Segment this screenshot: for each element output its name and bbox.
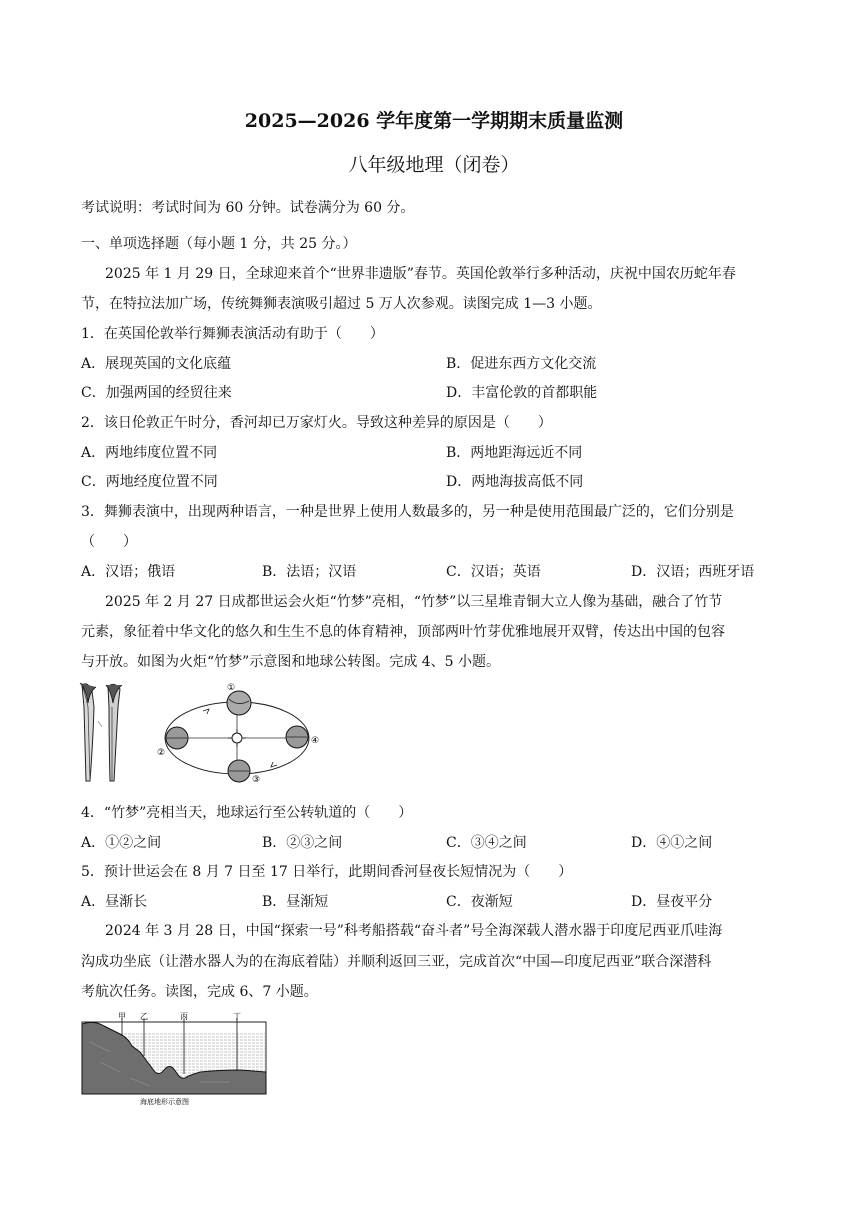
question-3-stem: 3．舞狮表演中，出现两种语言，一种是世界上使用人数最多的，另一种是使用范围最广泛的，它们分别是 xyxy=(81,504,734,520)
question-4-option-b: B．②③之间 xyxy=(262,835,343,851)
question-1-option-c: C．加强两国的经贸往来 xyxy=(81,385,232,401)
question-1-option-d: D．丰富伦敦的首都职能 xyxy=(446,385,598,401)
question-2-option-d: D．两地海拔高低不同 xyxy=(446,474,584,490)
orbit-label-4: ④ xyxy=(311,736,320,746)
section-heading: 一、单项选择题（每小题 1 分，共 25 分。） xyxy=(81,236,357,252)
earth-top-icon xyxy=(227,691,251,715)
earth-left-icon xyxy=(166,727,188,749)
question-3-option-c: C．汉语；英语 xyxy=(446,564,541,580)
passage-2-line-3: 与开放。如图为火炬“竹梦”示意图和地球公转图。完成 4、5 小题。 xyxy=(81,654,501,670)
question-2-option-c: C．两地经度位置不同 xyxy=(81,474,218,490)
exam-note: 考试说明：考试时间为 60 分钟。试卷满分为 60 分。 xyxy=(81,200,415,216)
question-1-option-a: A．展现英国的文化底蕴 xyxy=(81,356,232,372)
earth-right-icon xyxy=(286,726,308,748)
orbit-label-1: ① xyxy=(227,683,236,693)
passage-2-line-2: 元素，象征着中华文化的悠久和生生不息的体育精神，顶部两叶竹芽优雅地展开双臂，传达出中国的包容 xyxy=(81,624,725,640)
question-2-option-b: B．两地距海远近不同 xyxy=(446,445,583,461)
question-5-option-d: D．昼夜平分 xyxy=(631,894,713,910)
seafloor-label-yi: 乙 xyxy=(140,1012,148,1021)
passage-3-line-2: 沟成功坐底（让潜水器人为的在海底着陆）并顺利返回三亚，完成首次“中国—印度尼西亚”联合深潜科 xyxy=(81,954,712,970)
question-2-stem: 2．该日伦敦正午时分，香河却已万家灯火。导致这种差异的原因是（ ） xyxy=(81,415,552,431)
question-5-stem: 5．预计世运会在 8 月 7 日至 17 日举行，此期间香河昼夜长短情况为（ ） xyxy=(81,864,573,880)
question-5-option-c: C．夜渐短 xyxy=(446,894,513,910)
earth-orbit-diagram xyxy=(157,681,327,785)
question-5-option-a: A．昼渐长 xyxy=(81,894,148,910)
question-1-option-b: B．促进东西方文化交流 xyxy=(446,356,597,372)
question-5-option-b: B．昼渐短 xyxy=(262,894,329,910)
question-3-paren: （ ） xyxy=(81,534,137,550)
exam-subtitle: 八年级地理（闭卷） xyxy=(348,154,520,176)
question-2-option-a: A．两地纬度位置不同 xyxy=(81,445,218,461)
torch-illustration xyxy=(78,681,126,785)
passage-1-line-2: 节，在特拉法加广场，传统舞狮表演吸引超过 5 万人次参观。读图完成 1—3 小题。 xyxy=(81,296,602,312)
passage-3-line-1: 2024 年 3 月 28 日，中国“探索一号”科考船搭载“奋斗者”号全海深载人潜水器于印度尼西亚爪哇海 xyxy=(105,923,723,939)
question-3-option-b: B．法语；汉语 xyxy=(262,564,357,580)
orbit-label-2: ② xyxy=(157,748,166,758)
question-4-option-c: C．③④之间 xyxy=(446,835,527,851)
seafloor-label-ding: 丁 xyxy=(233,1012,241,1021)
passage-2-line-1: 2025 年 2 月 27 日成都世运会火炬“竹梦”亮相，“竹梦”以三星堆青铜大立人像为基础，融合了竹节 xyxy=(105,594,723,610)
question-3-option-d: D．汉语；西班牙语 xyxy=(631,564,755,580)
question-4-option-a: A．①②之间 xyxy=(81,835,162,851)
passage-3-line-3: 考航次任务。读图，完成 6、7 小题。 xyxy=(81,984,318,1000)
question-3-option-a: A．汉语；俄语 xyxy=(81,564,176,580)
seafloor-diagram xyxy=(80,1012,270,1108)
seafloor-label-jia: 甲 xyxy=(118,1012,126,1021)
exam-title: 2025—2026 学年度第一学期期末质量监测 xyxy=(244,110,624,132)
earth-bottom-icon xyxy=(228,760,250,782)
question-4-option-d: D．④①之间 xyxy=(631,835,713,851)
seafloor-caption: 海底地形示意图 xyxy=(140,1098,189,1106)
question-1-stem: 1．在英国伦敦举行舞狮表演活动有助于（ ） xyxy=(81,326,384,342)
passage-1-line-1: 2025 年 1 月 29 日，全球迎来首个“世界非遗版”春节。英国伦敦举行多种活动，庆祝中国农历蛇年春 xyxy=(105,266,736,282)
seafloor-label-bing: 丙 xyxy=(180,1012,188,1021)
sun-icon xyxy=(228,729,246,747)
orbit-label-3: ③ xyxy=(252,775,261,785)
question-4-stem: 4．“竹梦”亮相当天，地球运行至公转轨道的（ ） xyxy=(81,805,413,821)
